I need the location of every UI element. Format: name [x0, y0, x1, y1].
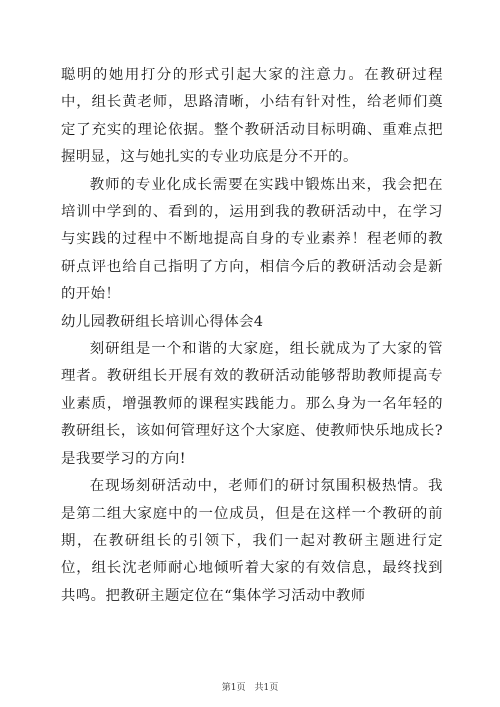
paragraph-4: 在现场刻研活动中，老师们的研讨氛围积极热情。我是第二组大家庭中的一位成员，但是在这样一个教研的前期，在教研组长的引领下，我们一起对教研主题进行定位，组长沈老师耐心地倾听着大家的有效信息，最终找到共鸣。把教研主题定位在“集体学习活动中教师 — [61, 478, 443, 604]
paragraph-1: 聪明的她用打分的形式引起大家的注意力。在教研过程中，组长黄老师，思路清晰，小结有针对性，给老师们奠定了充实的理论依据。整个教研活动目标明确、重难点把握明显，这与她扎实的专业功底是分不开的。 — [61, 67, 443, 166]
page-footer: 第1页 共1页 — [221, 683, 279, 693]
paragraph-3: 刻研组是一个和谐的大家庭，组长就成为了大家的管理者。教研组长开展有效的教研活动能够帮助教师提高专业素质，增强教师的课程实践能力。那么身为一名年轻的教研组长，该如何管理好这个大家庭、使教师快乐地成长?是我要学习的方向! — [61, 341, 443, 467]
section-title: 幼儿园教研组长培训心得体会4 — [61, 313, 264, 330]
document-body — [61, 62, 443, 610]
paragraph-2: 教师的专业化成长需要在实践中锻炼出来，我会把在培训中学到的、看到的，运用到我的教研活动中，在学习与实践的过程中不断地提高自身的专业素养！程老师的教研点评也给自己指明了方向，相信今后的教研活动会是新的开始！ — [61, 176, 443, 303]
